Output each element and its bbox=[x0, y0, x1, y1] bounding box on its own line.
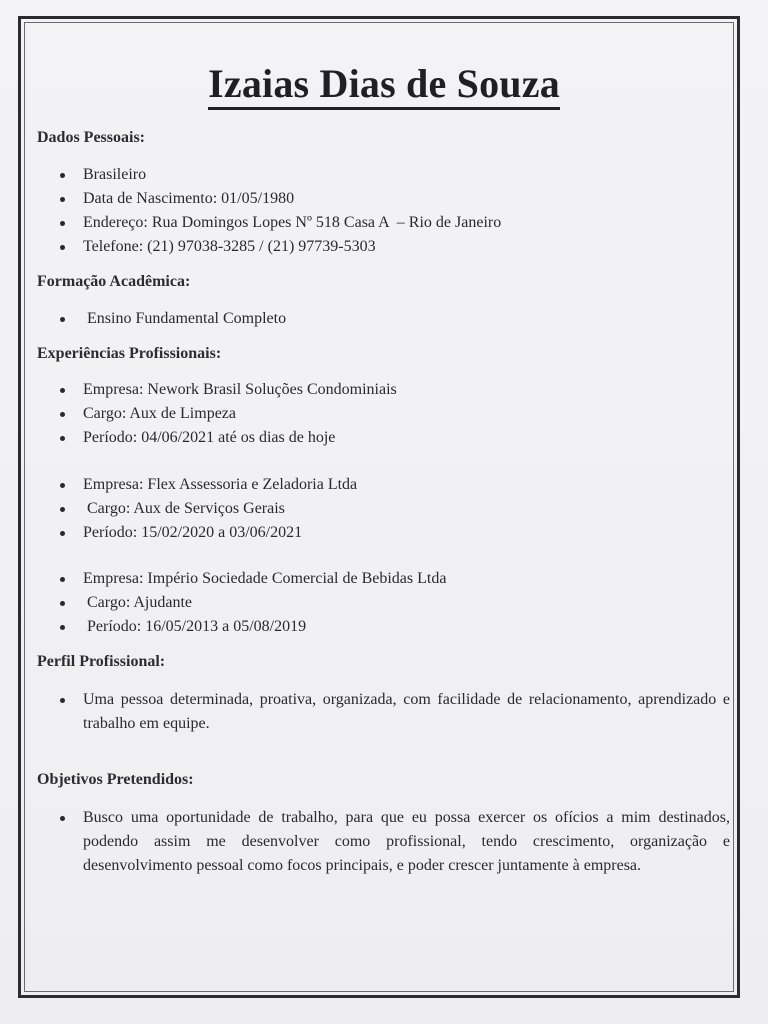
formacao-list bbox=[0, 307, 768, 331]
list-item: Período: 15/02/2020 a 03/06/2021 bbox=[0, 521, 768, 545]
bullet-icon bbox=[60, 507, 65, 512]
list-item: Empresa: Nework Brasil Soluções Condominiais bbox=[0, 378, 768, 402]
bullet-icon bbox=[60, 483, 65, 488]
list-item: Telefone: (21) 97038-3285 / (21) 97739-5303 bbox=[0, 235, 768, 259]
list-item: Data de Nascimento: 01/05/1980 bbox=[0, 187, 768, 211]
job-list-2 bbox=[0, 473, 768, 545]
bullet-icon bbox=[60, 531, 65, 536]
bullet-icon bbox=[60, 698, 65, 703]
perfil-text: Uma pessoa determinada, proativa, organizada, com facilidade de relacionamento, aprendizado e trabalho em equipe. bbox=[83, 691, 730, 732]
list-item: Cargo: Ajudante bbox=[0, 591, 768, 615]
bullet-icon bbox=[60, 317, 65, 322]
section-heading-experiencias: Experiências Profissionais: bbox=[37, 345, 222, 362]
list-item: Cargo: Aux de Serviços Gerais bbox=[0, 497, 768, 521]
section-heading-formacao: Formação Acadêmica: bbox=[37, 273, 191, 290]
bullet-icon bbox=[60, 412, 65, 417]
list-item: Endereço: Rua Domingos Lopes Nº 518 Casa A – Rio de Janeiro bbox=[0, 211, 768, 235]
bullet-icon bbox=[60, 816, 65, 821]
bullet-icon bbox=[60, 197, 65, 202]
dados-pessoais-list bbox=[0, 163, 768, 259]
list-item: Brasileiro bbox=[0, 163, 768, 187]
bullet-icon bbox=[60, 245, 65, 250]
resume-name-text: Izaias Dias de Souza bbox=[208, 61, 560, 110]
list-item: Empresa: Império Sociedade Comercial de Bebidas Ltda bbox=[0, 567, 768, 591]
bullet-icon bbox=[60, 173, 65, 178]
job-list-1 bbox=[0, 378, 768, 450]
resume-name bbox=[0, 60, 768, 107]
bullet-icon bbox=[60, 625, 65, 630]
objetivos-text: Busco uma oportunidade de trabalho, para que eu possa exercer os ofícios a mim destinados, podendo assim me desenvolver como profissional, tendo crescimento, organização e desenvolvimento pessoal como focos principais, e poder crescer juntamente à empresa. bbox=[83, 809, 730, 874]
bullet-icon bbox=[60, 577, 65, 582]
list-item: Ensino Fundamental Completo bbox=[0, 307, 768, 331]
section-heading-dados-pessoais: Dados Pessoais: bbox=[37, 129, 146, 146]
section-heading-perfil: Perfil Profissional: bbox=[37, 653, 166, 670]
job-list-3 bbox=[0, 567, 768, 639]
list-item: Cargo: Aux de Limpeza bbox=[0, 402, 768, 426]
bullet-icon bbox=[60, 388, 65, 393]
bullet-icon bbox=[60, 221, 65, 226]
list-item: Empresa: Flex Assessoria e Zeladoria Ltda bbox=[0, 473, 768, 497]
bullet-icon bbox=[60, 436, 65, 441]
bullet-icon bbox=[60, 601, 65, 606]
section-heading-objetivos: Objetivos Pretendidos: bbox=[37, 771, 194, 788]
list-item: Período: 04/06/2021 até os dias de hoje bbox=[0, 426, 768, 450]
list-item: Período: 16/05/2013 a 05/08/2019 bbox=[0, 615, 768, 639]
